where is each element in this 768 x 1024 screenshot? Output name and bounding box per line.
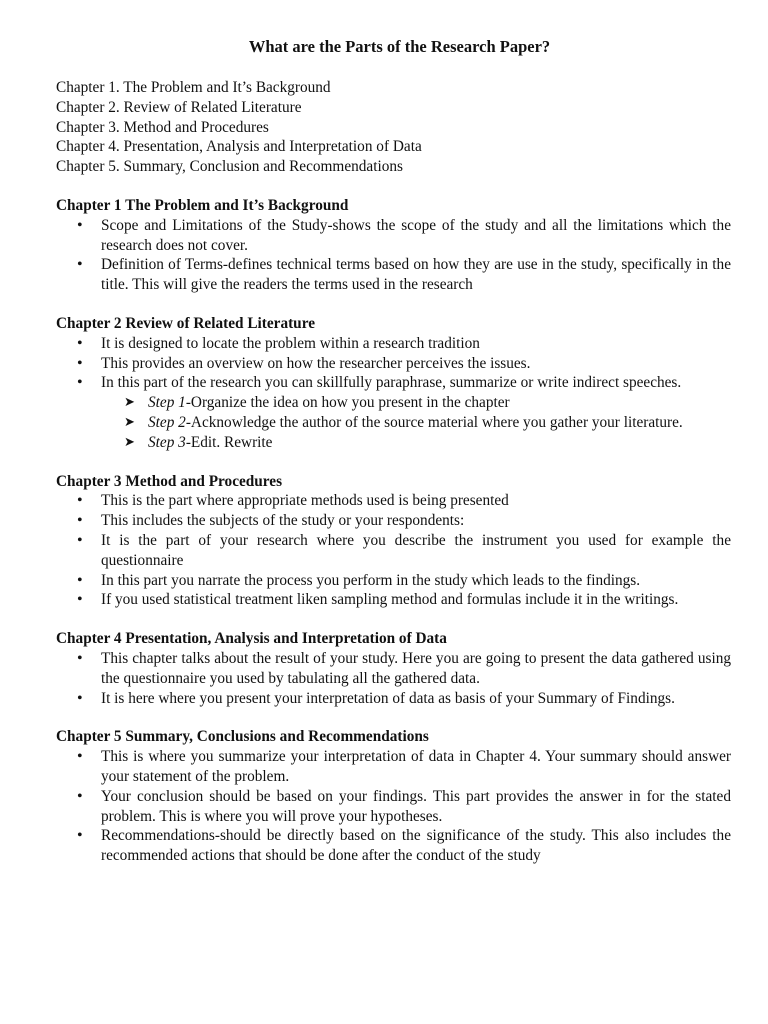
step-text: -Organize the idea on how you present in the chapter bbox=[185, 394, 510, 412]
chapter-4-section bbox=[56, 629, 731, 708]
chapter-4-heading: Chapter 4 Presentation, Analysis and Interpretation of Data bbox=[56, 630, 447, 648]
list-item: • Scope and Limitations of the Study-shows the scope of the study and all the limitations which the research does not cover. bbox=[56, 216, 731, 256]
step-label: Step 1 bbox=[148, 394, 186, 412]
arrow-bullet-icon: ➤ bbox=[124, 395, 135, 411]
toc-item: Chapter 5. Summary, Conclusion and Recommendations bbox=[56, 158, 403, 176]
chapter-2-section bbox=[56, 314, 731, 453]
toc-item: Chapter 4. Presentation, Analysis and Interpretation of Data bbox=[56, 138, 422, 156]
list-item: • This includes the subjects of the study or your respondents: bbox=[56, 511, 731, 531]
list-item: • This provides an overview on how the researcher perceives the issues. bbox=[56, 354, 731, 374]
list-item: • Recommendations-should be directly based on the significance of the study. This also includes the recommended actions that should be done after the conduct of the study bbox=[56, 826, 731, 866]
list-item: • In this part of the research you can skillfully paraphrase, summarize or write indirect speeches. bbox=[56, 373, 731, 393]
arrow-bullet-icon: ➤ bbox=[124, 414, 135, 430]
list-item: • This is the part where appropriate methods used is being presented bbox=[56, 491, 731, 511]
step-item bbox=[56, 413, 731, 433]
document-page bbox=[56, 36, 731, 885]
list-item: • It is here where you present your interpretation of data as basis of your Summary of Findings. bbox=[56, 689, 731, 709]
chapter-1-section bbox=[56, 196, 731, 295]
toc-item: Chapter 2. Review of Related Literature bbox=[56, 98, 302, 116]
list-item: • If you used statistical treatment liken sampling method and formulas include it in the writings. bbox=[56, 590, 731, 610]
list-item: • In this part you narrate the process you perform in the study which leads to the findings. bbox=[56, 571, 731, 591]
step-text: -Acknowledge the author of the source material where you gather your literature. bbox=[185, 413, 683, 431]
chapter-1-heading: Chapter 1 The Problem and It’s Background bbox=[56, 196, 349, 214]
list-item: • This is where you summarize your interpretation of data in Chapter 4. Your summary should answer your statement of the problem. bbox=[56, 747, 731, 787]
step-label: Step 3 bbox=[148, 433, 186, 451]
list-item: • It is designed to locate the problem within a research tradition bbox=[56, 334, 731, 354]
chapter-5-section bbox=[56, 727, 731, 866]
list-item: • Your conclusion should be based on your findings. This part provides the answer in for the stated problem. This is where you will prove your hypotheses. bbox=[56, 787, 731, 827]
step-item bbox=[56, 433, 731, 453]
chapter-3-section bbox=[56, 472, 731, 611]
chapter-3-heading: Chapter 3 Method and Procedures bbox=[56, 472, 283, 490]
step-label: Step 2 bbox=[148, 413, 186, 431]
step-text: -Edit. Rewrite bbox=[185, 433, 273, 451]
toc-item: Chapter 1. The Problem and It’s Background bbox=[56, 79, 331, 96]
table-of-contents bbox=[56, 78, 731, 177]
list-item: • This chapter talks about the result of your study. Here you are going to present the data gathered using the questionnaire you used by tabulating all the gathered data. bbox=[56, 649, 731, 689]
step-item bbox=[56, 393, 731, 413]
list-item: • It is the part of your research where you describe the instrument you used for example the questionnaire bbox=[56, 531, 731, 571]
chapter-5-heading: Chapter 5 Summary, Conclusions and Recommendations bbox=[56, 728, 429, 746]
toc-item: Chapter 3. Method and Procedures bbox=[56, 118, 269, 136]
arrow-bullet-icon: ➤ bbox=[124, 434, 135, 450]
chapter-2-heading: Chapter 2 Review of Related Literature bbox=[56, 314, 315, 332]
document-title: What are the Parts of the Research Paper? bbox=[248, 37, 551, 56]
list-item: • Definition of Terms-defines technical terms based on how they are use in the study, specifically in the title. This will give the readers the terms used in the research bbox=[56, 255, 731, 295]
